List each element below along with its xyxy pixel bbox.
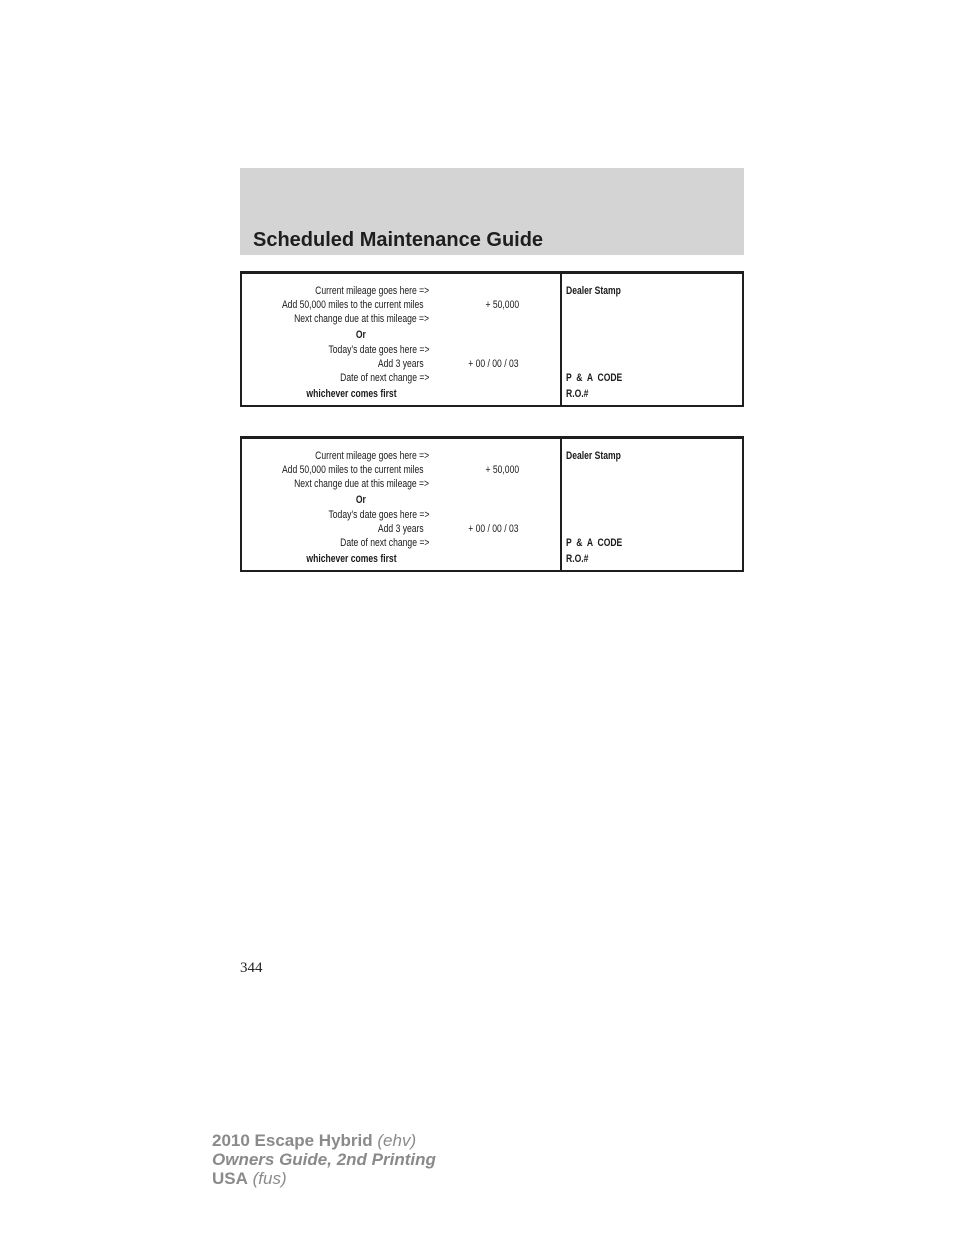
box-divider xyxy=(560,274,562,405)
pa-code-label: P & A CODE xyxy=(566,537,623,549)
or-label: Or xyxy=(355,494,366,506)
section-title: Scheduled Maintenance Guide xyxy=(253,229,544,251)
date-increment-value: + 00 / 00 / 03 xyxy=(468,523,519,535)
next-change-mileage-label: Next change due at this mileage => xyxy=(294,478,429,490)
maintenance-record-box-2 xyxy=(240,436,744,572)
footer-model: 2010 Escape Hybrid xyxy=(212,1131,373,1150)
add-miles-label: Add 50,000 miles to the current miles xyxy=(282,299,424,311)
miles-increment-value: + 50,000 xyxy=(485,464,519,476)
footer-guide: Owners Guide, 2nd Printing xyxy=(212,1150,436,1169)
footer-region-code: (fus) xyxy=(252,1169,287,1188)
footer-publication-info xyxy=(212,1131,436,1188)
next-change-date-label: Date of next change => xyxy=(339,537,429,549)
section-header-band xyxy=(240,168,744,255)
add-miles-label: Add 50,000 miles to the current miles xyxy=(282,464,424,476)
date-increment-value: + 00 / 00 / 03 xyxy=(468,358,519,370)
maintenance-record-box-1 xyxy=(240,271,744,407)
miles-increment-value: + 50,000 xyxy=(485,299,519,311)
current-mileage-label: Current mileage goes here => xyxy=(314,450,429,462)
whichever-label: whichever comes first xyxy=(306,553,397,565)
or-label: Or xyxy=(355,329,366,341)
next-change-date-label: Date of next change => xyxy=(339,372,429,384)
footer-line-region xyxy=(212,1169,436,1188)
footer-region: USA xyxy=(212,1169,248,1188)
pa-code-label: P & A CODE xyxy=(566,372,623,384)
todays-date-label: Today’s date goes here => xyxy=(328,344,429,356)
ro-number-label: R.O.# xyxy=(566,388,589,400)
ro-number-label: R.O.# xyxy=(566,553,589,565)
next-change-mileage-label: Next change due at this mileage => xyxy=(294,313,429,325)
add-years-label: Add 3 years xyxy=(378,358,424,370)
dealer-stamp-label: Dealer Stamp xyxy=(566,450,621,462)
page-number: 344 xyxy=(240,960,263,976)
footer-line-model xyxy=(212,1131,436,1150)
dealer-stamp-label: Dealer Stamp xyxy=(566,285,621,297)
current-mileage-label: Current mileage goes here => xyxy=(314,285,429,297)
todays-date-label: Today’s date goes here => xyxy=(328,509,429,521)
box-divider xyxy=(560,439,562,570)
add-years-label: Add 3 years xyxy=(378,523,424,535)
whichever-label: whichever comes first xyxy=(306,388,397,400)
footer-model-code: (ehv) xyxy=(377,1131,417,1150)
